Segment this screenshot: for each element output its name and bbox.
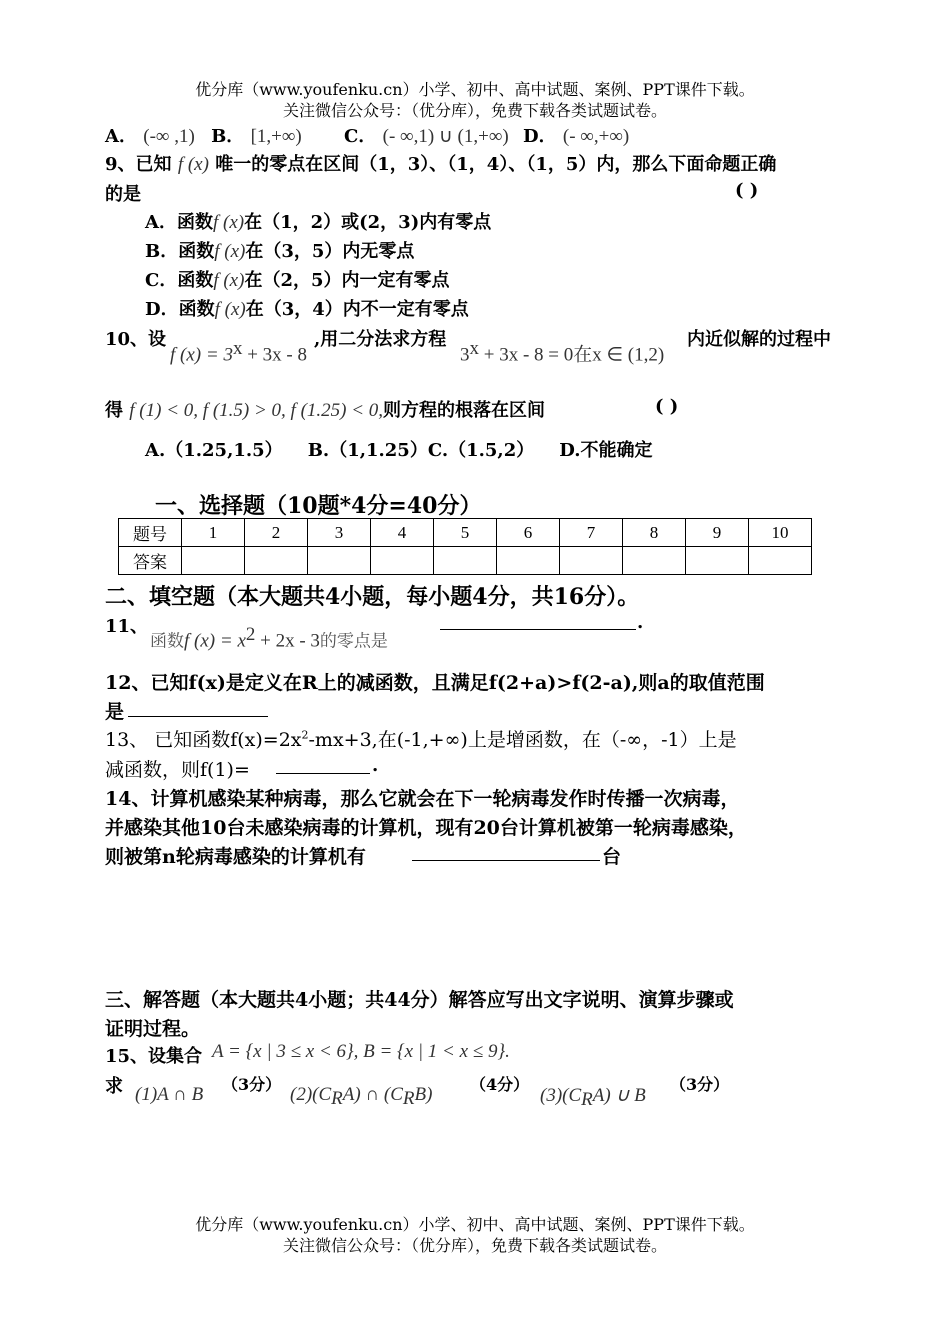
q8-option-a-label: A． [105, 126, 137, 147]
q9-option-a-fx: f (x) [212, 212, 245, 233]
q9-stem [105, 150, 776, 176]
q9-option-d-fx: f (x) [214, 299, 246, 320]
q12-answer-blank[interactable] [128, 698, 268, 717]
q10-end: 内近似解的过程中 [687, 329, 831, 350]
answer-table-number-2: 2 [245, 519, 308, 547]
q15-part3-score: （3分） [670, 1075, 730, 1094]
q15-part2 [290, 1084, 432, 1110]
q10-eq-sup: x [469, 338, 479, 359]
q13-line2: 减函数，则f(1)= [105, 759, 250, 781]
q14-line3: 则被第n轮病毒感染的计算机有 [105, 846, 366, 868]
q9-stem-text: 唯一的零点在区间（1，3）、（1，4）、（1，5）内，那么下面命题正确 [215, 154, 777, 175]
q10-eq-rest: + 3x - 8 = 0在x ∈ (1,2) [479, 344, 665, 366]
q10-fx-def [170, 338, 307, 366]
q15-part2-score: （4分） [470, 1075, 530, 1094]
q14-answer-blank[interactable] [412, 842, 600, 861]
q15-prefix: 15、设集合 [105, 1046, 203, 1067]
q8-option-a-math: (-∞ ,1) [143, 126, 195, 147]
q15-part3-sub: R [581, 1089, 593, 1111]
answer-cell[interactable] [623, 547, 686, 575]
q9-option-b [145, 237, 414, 263]
section-2-title: 二、填空题（本大题共4小题，每小题4分，共16分）。 [105, 584, 640, 610]
q10-equation [460, 338, 664, 366]
answer-table-number-4: 4 [371, 519, 434, 547]
q9-stem-2: 的是 [105, 184, 141, 205]
q10-eq-main: 3 [460, 344, 470, 366]
q9-answer-paren: ( ) [735, 180, 759, 201]
answer-cell[interactable] [245, 547, 308, 575]
q13-line1-a: 13、 已知函数f(x)=2x [105, 729, 302, 751]
section-1-title: 一、选择题（10题*4分=40分） [155, 493, 482, 519]
answer-cell[interactable] [686, 547, 749, 575]
q15-sets: A = {x | 3 ≤ x < 6}, B = {x | 1 < x ≤ 9}. [212, 1041, 510, 1062]
answer-cell[interactable] [749, 547, 812, 575]
q14-end: 台 [602, 846, 622, 868]
q15-part3-b: A) ∪ B [592, 1085, 646, 1106]
q13-end: . [372, 755, 379, 776]
q9-option-d-label: D．函数 [145, 299, 215, 320]
q15-ask: 求 [105, 1076, 123, 1097]
answer-table-number-3: 3 [308, 519, 371, 547]
q10-prefix: 10、设 [105, 329, 167, 350]
q11-number: 11、 [105, 616, 149, 637]
q15-part2-a: (2)(C [290, 1084, 332, 1105]
q11-end: . [637, 612, 644, 633]
q15-part1: (1)A ∩ B [135, 1084, 204, 1105]
q13-sup: 2 [301, 728, 309, 742]
q10-line2-math: f (1) < 0, f (1.5) > 0, f (1.25) < 0, [129, 400, 384, 421]
q13-line1 [105, 725, 737, 752]
q15-part3-a: (3)(C [540, 1085, 582, 1106]
q11-text-b: 的零点是 [319, 631, 388, 652]
q11-sup: 2 [245, 624, 256, 645]
q11-body [150, 624, 388, 652]
q15-part2-c: B) [414, 1084, 433, 1105]
q9-option-d-text: 在（3，4）内不一定有零点 [245, 299, 469, 320]
q9-option-b-fx: f (x) [214, 241, 246, 262]
section-3-line1: 三、解答题（本大题共4小题；共44分）解答应写出文字说明、演算步骤或 [105, 989, 734, 1011]
q10-line2-prefix: 得 [105, 400, 123, 421]
q9-option-c-fx: f (x) [213, 270, 245, 291]
q11-math-rest: + 2x - 3 [255, 630, 320, 652]
answer-table-number-10: 10 [749, 519, 812, 547]
q9-option-a-label: A．函数 [145, 212, 213, 233]
answer-cell[interactable] [371, 547, 434, 575]
q9-fx: f (x) [177, 154, 209, 175]
q9-option-d [145, 295, 469, 321]
q12-line2: 是 [105, 701, 125, 723]
footer-line-1: 优分库（www.youfenku.cn）小学、初中、高中试题、案例、PPT课件下载。 [195, 1215, 755, 1234]
q8-options [105, 122, 629, 148]
footer-line-2: 关注微信公众号：（优分库），免费下载各类试题试卷。 [282, 1236, 667, 1255]
q9-option-b-label: B．函数 [145, 241, 215, 262]
q11-math: f (x) = x [184, 630, 246, 652]
q9-option-a [145, 208, 491, 234]
q8-option-d-math: (- ∞,+∞) [562, 126, 630, 147]
q10-line2-text: 则方程的根落在区间 [383, 400, 546, 421]
answer-table-number-7: 7 [560, 519, 623, 547]
q8-option-b-math: [1,+∞) [250, 126, 302, 147]
header-line-2: 关注微信公众号：（优分库），免费下载各类试题试卷。 [282, 101, 667, 120]
q8-option-d-label: D． [523, 126, 557, 147]
q15-part3 [540, 1084, 646, 1111]
q9-option-b-text: 在（3，5）内无零点 [245, 241, 415, 262]
answer-table-header-cell: 题号 [119, 519, 182, 547]
header-line-1: 优分库（www.youfenku.cn）小学、初中、高中试题、案例、PPT课件下载。 [195, 80, 755, 99]
answer-table-number-5: 5 [434, 519, 497, 547]
answer-cell[interactable] [182, 547, 245, 575]
q10-mid: ,用二分法求方程 [314, 329, 447, 350]
answer-cell[interactable] [560, 547, 623, 575]
q10-fx-def-rest: + 3x - 8 [242, 344, 307, 366]
q14-line2: 并感染其他10台未感染病毒的计算机，现有20台计算机被第一轮病毒感染， [105, 817, 747, 839]
q8-option-c-math: (- ∞,1) ∪ (1,+∞) [382, 126, 509, 147]
q10-line2 [105, 396, 545, 422]
q11-answer-blank[interactable] [440, 613, 636, 630]
q15-part2-sub1: R [331, 1088, 343, 1110]
q10-options: A.（1.25,1.5） B.（1,1.25）C.（1.5,2） D.不能确定 [145, 440, 653, 461]
answer-table-number-1: 1 [182, 519, 245, 547]
answer-cell[interactable] [497, 547, 560, 575]
answer-cell[interactable] [308, 547, 371, 575]
q15-part2-b: A) ∩ (C [342, 1084, 403, 1105]
q10-fx-def-sup: x [232, 338, 243, 359]
section-3-line2: 证明过程。 [105, 1018, 201, 1040]
q15-part2-sub2: R [402, 1088, 415, 1110]
q13-line1-b: -mx+3,在(-1,+∞)上是增函数，在（-∞，-1）上是 [308, 729, 737, 751]
q10-answer-paren: ( ) [655, 396, 679, 417]
q8-option-b-label: B． [211, 126, 245, 147]
q9-option-c-label: C．函数 [145, 270, 214, 291]
q12-line1: 12、已知f(x)是定义在R上的减函数，且满足f(2+a)>f(2-a),则a的取值范围 [105, 672, 765, 694]
q10-fx-def-main: f (x) = 3 [170, 344, 233, 366]
q11-text-a: 函数 [150, 631, 184, 652]
q15-part1-score: （3分） [222, 1075, 282, 1094]
answer-cell[interactable] [434, 547, 497, 575]
answer-table-number-6: 6 [497, 519, 560, 547]
q9-prefix: 9、已知 [105, 154, 172, 175]
q13-answer-blank[interactable] [276, 756, 370, 774]
answer-table-number-9: 9 [686, 519, 749, 547]
q14-line1: 14、计算机感染某种病毒，那么它就会在下一轮病毒发作时传播一次病毒， [105, 788, 740, 810]
q8-option-c-label: C． [344, 126, 377, 147]
q9-option-a-text: 在（1，2）或(2，3)内有零点 [244, 212, 492, 233]
answer-table-number-8: 8 [623, 519, 686, 547]
answer-table-answer-row [119, 547, 812, 575]
answer-table-answer-header: 答案 [119, 547, 182, 575]
answer-table-number-row [119, 519, 812, 547]
q9-option-c-text: 在（2，5）内一定有零点 [244, 270, 450, 291]
q9-option-c [145, 266, 450, 292]
answer-table [118, 518, 812, 575]
